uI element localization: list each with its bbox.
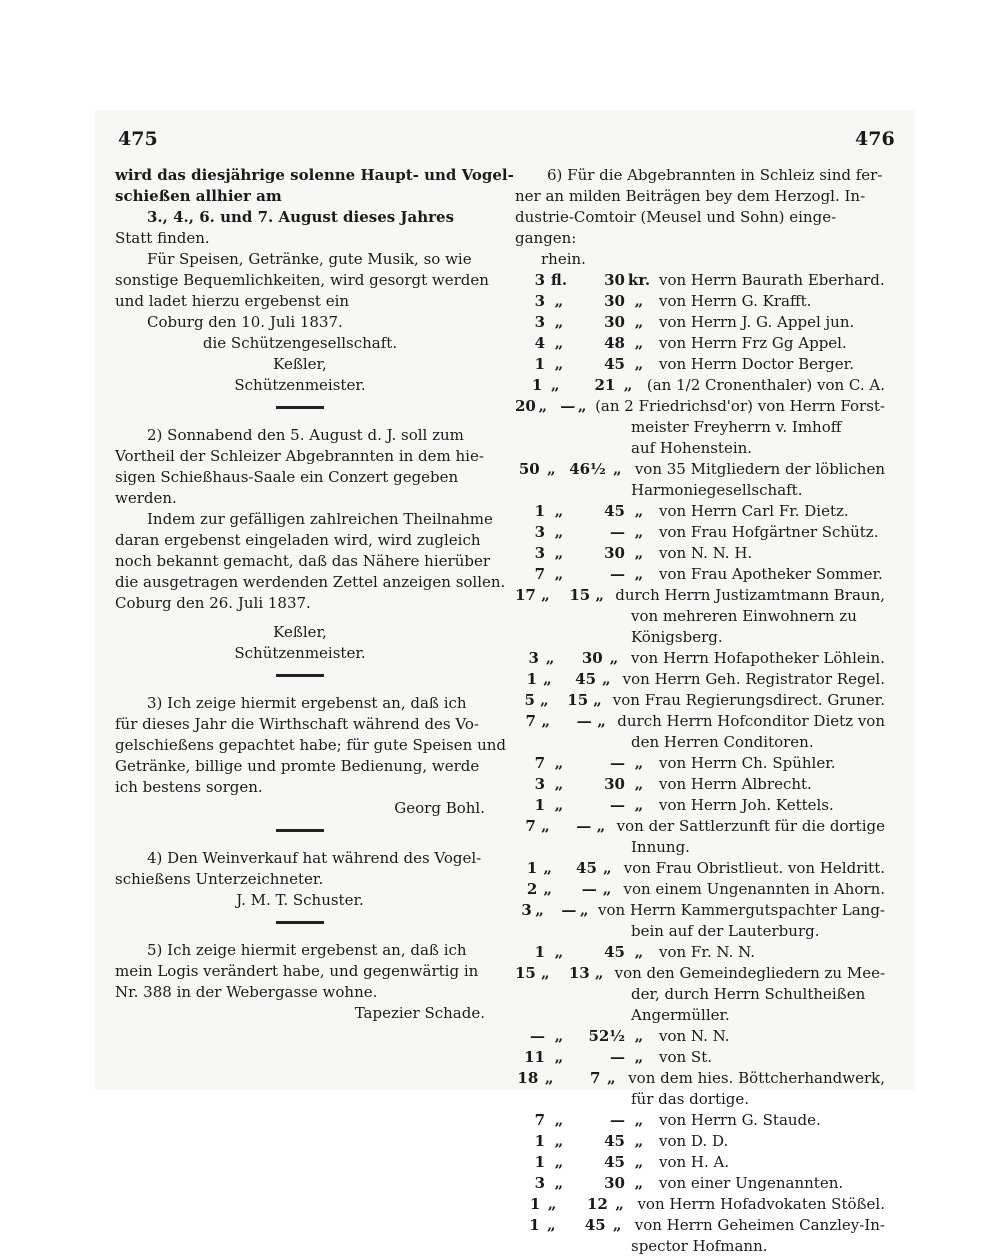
signature: Tapezier Schade. [354, 1004, 485, 1022]
donor-text: (an 1/2 Cronenthaler) von C. A. [646, 376, 886, 394]
left-column [115, 165, 514, 1024]
text-line: Indem zur gefälligen zahlreichen Theilnahme [147, 510, 493, 528]
donor-text-continued: der, durch Herrn Schultheißen [631, 985, 866, 1003]
unit-kreuzer: „ [597, 712, 606, 730]
donor-text-continued: spector Hofmann. [631, 1237, 768, 1255]
donation-entry [515, 1047, 885, 1068]
text-line: ner an milden Beiträgen bey dem Herzogl. In- [515, 187, 866, 205]
unit-florin: „ [554, 544, 564, 562]
place-date: Coburg den 26. Juli 1837. [115, 594, 311, 612]
amount-kreuzer: — [576, 712, 592, 730]
text-line: sigen Schießhaus-Saale ein Conzert gegeben [115, 468, 459, 486]
section-divider [276, 674, 324, 677]
donation-entry [515, 501, 885, 522]
unit-kreuzer: „ [596, 817, 606, 835]
donor-text-continued: von mehreren Einwohnern zu [631, 607, 857, 625]
donation-entry [515, 879, 885, 900]
donation-entry [515, 690, 885, 711]
unit-kreuzer: „ [593, 691, 602, 709]
amount-florin: 1 [529, 1216, 540, 1234]
donor-text: von Herrn Ch. Spühler. [659, 754, 836, 772]
amount-kreuzer: 45 [604, 355, 625, 373]
text-line: gelschießens gepachtet habe; für gute Speisen und [115, 736, 506, 754]
amount-kreuzer: 30 [604, 775, 625, 793]
text-line: noch bekannt gemacht, daß das Nähere hierüber [115, 552, 490, 570]
donor-text-continued: Innung. [631, 838, 690, 856]
amount-florin: 11 [524, 1048, 545, 1066]
amount-florin: — [530, 1027, 545, 1045]
donation-entry [515, 396, 885, 417]
signature: Georg Bohl. [394, 799, 485, 817]
amount-kreuzer: 48 [604, 334, 625, 352]
donor-text: von D. D. [659, 1132, 729, 1150]
unit-florin: „ [554, 1132, 564, 1150]
unit-kreuzer: „ [602, 859, 612, 877]
donation-entry [515, 375, 885, 396]
amount-kreuzer: — [610, 796, 625, 814]
amount-florin: 1 [534, 796, 545, 814]
amount-florin: 1 [534, 1132, 545, 1150]
amount-kreuzer: 30 [604, 544, 625, 562]
unit-kreuzer: „ [606, 1069, 616, 1087]
unit-florin: „ [545, 649, 555, 667]
text-line: 3) Ich zeige hiermit ergebenst an, daß ich [147, 694, 467, 712]
donor-text: von Herrn Hofadvokaten Stößel. [637, 1195, 885, 1213]
amount-florin: 17 [515, 586, 536, 604]
page-number-right: 476 [855, 128, 895, 150]
section-divider [276, 406, 324, 409]
amount-kreuzer: 46½ [569, 460, 606, 478]
donor-text: von Herrn Carl Fr. Dietz. [659, 502, 849, 520]
donation-entry [515, 963, 885, 984]
amount-florin: 7 [534, 1111, 545, 1129]
text-line: schießen allhier am [115, 187, 282, 205]
donation-entry [515, 585, 885, 606]
amount-florin: 3 [521, 901, 532, 919]
unit-florin: „ [554, 1048, 564, 1066]
donor-text: von Herrn Kammergutspachter Lang- [598, 901, 885, 919]
donation-entry [515, 333, 885, 354]
text-line: Für Speisen, Getränke, gute Musik, so wie [147, 250, 472, 268]
unit-florin: „ [554, 355, 564, 373]
unit-florin: „ [547, 1195, 557, 1213]
unit-kreuzer: „ [634, 754, 644, 772]
text-line: und ladet hierzu ergebenst ein [115, 292, 350, 310]
amount-florin: 3 [534, 271, 545, 289]
unit-florin: „ [535, 901, 544, 919]
text-line: die ausgetragen werdenden Zettel anzeigen sollen. [115, 573, 506, 591]
text-line: dustrie-Comtoir (Meusel und Sohn) einge- [515, 208, 837, 226]
amount-florin: 3 [534, 775, 545, 793]
donor-text: von Herrn Albrecht. [659, 775, 812, 793]
unit-florin: „ [543, 670, 552, 688]
donor-text: von Herrn Joh. Kettels. [659, 796, 834, 814]
unit-kreuzer: „ [634, 544, 644, 562]
amount-kreuzer: 21 [594, 376, 616, 394]
text-line: 5) Ich zeige hiermit ergebenst an, daß ich [147, 941, 467, 959]
unit-florin: „ [554, 313, 564, 331]
donation-entry [515, 1131, 885, 1152]
amount-florin: 4 [534, 334, 545, 352]
unit-kreuzer: „ [634, 1174, 644, 1192]
amount-kreuzer: — [610, 565, 625, 583]
amount-kreuzer: 30 [604, 271, 625, 289]
unit-kreuzer: „ [634, 796, 644, 814]
unit-kreuzer: „ [634, 292, 644, 310]
unit-florin: „ [543, 859, 553, 877]
unit-kreuzer: „ [634, 355, 644, 373]
amount-kreuzer: 45 [575, 670, 597, 688]
donor-text: von Frau Regierungsdirect. Gruner. [612, 691, 885, 709]
donation-list [515, 270, 885, 1257]
donation-entry [515, 522, 885, 543]
signature: Keßler, [273, 623, 327, 641]
text-line: 6) Für die Abgebrannten in Schleiz sind fer- [547, 166, 883, 184]
unit-florin: „ [554, 754, 564, 772]
amount-florin: 1 [534, 943, 545, 961]
amount-florin: 18 [517, 1069, 539, 1087]
amount-kreuzer: 30 [604, 313, 625, 331]
unit-florin: „ [554, 796, 564, 814]
amount-kreuzer: — [610, 523, 625, 541]
signature: Keßler, [273, 355, 327, 373]
donation-entry [515, 648, 885, 669]
section-divider [276, 921, 324, 924]
donation-entry [515, 774, 885, 795]
donor-text: von Herrn Doctor Berger. [659, 355, 854, 373]
donor-text-continued: Königsberg. [631, 628, 723, 646]
donor-text-continued: bein auf der Lauterburg. [631, 922, 820, 940]
unit-florin: „ [541, 817, 550, 835]
amount-florin: 7 [525, 817, 536, 835]
amount-kreuzer: 45 [604, 502, 625, 520]
unit-kreuzer: „ [634, 1048, 644, 1066]
text-line: Statt finden. [115, 229, 210, 247]
unit-florin: „ [554, 775, 564, 793]
amount-florin: 7 [534, 565, 545, 583]
unit-florin: „ [539, 691, 549, 709]
text-line: Vortheil der Schleizer Abgebrannten in dem hie- [115, 447, 484, 465]
unit-kreuzer: „ [634, 313, 644, 331]
donation-entry [515, 1152, 885, 1173]
amount-kreuzer: 52½ [588, 1027, 625, 1045]
text-line: Getränke, billige und promte Bedienung, werde [115, 757, 480, 775]
unit-kreuzer: „ [577, 397, 587, 415]
unit-kreuzer: „ [634, 334, 644, 352]
donor-text: durch Herrn Justizamtmann Braun, [615, 586, 885, 604]
unit-florin: „ [554, 1111, 564, 1129]
donation-entry [515, 753, 885, 774]
festival-dates: 3., 4., 6. und 7. August dieses Jahres [147, 208, 455, 226]
donor-text: von Herrn Frz Gg Appel. [659, 334, 847, 352]
unit-florin: fl. [550, 271, 568, 289]
amount-florin: 2 [526, 880, 538, 898]
unit-florin: „ [546, 460, 556, 478]
unit-kreuzer: „ [634, 1132, 644, 1150]
donor-text: von einem Ungenannten in Ahorn. [623, 880, 886, 898]
amount-kreuzer: — [610, 754, 625, 772]
amount-florin: 3 [534, 544, 545, 562]
unit-kreuzer: „ [634, 1153, 644, 1171]
donation-entry [515, 1110, 885, 1131]
amount-florin: 3 [528, 649, 539, 667]
unit-kreuzer: „ [612, 1216, 622, 1234]
donor-text: von Herrn G. Krafft. [659, 292, 812, 310]
amount-kreuzer: 12 [586, 1195, 608, 1213]
amount-kreuzer: — [560, 397, 576, 415]
unit-kreuzer: „ [634, 523, 644, 541]
donation-entry [515, 711, 885, 732]
right-column [515, 165, 885, 1257]
donor-text: von Herrn Hofapotheker Löhlein. [631, 649, 885, 667]
amount-florin: 1 [526, 859, 538, 877]
donor-text: von einer Ungenannten. [659, 1174, 844, 1192]
amount-kreuzer: 15 [569, 586, 591, 604]
unit-kreuzer: „ [623, 376, 633, 394]
amount-florin: 50 [518, 460, 540, 478]
currency-label: rhein. [541, 250, 586, 268]
donation-entry [515, 354, 885, 375]
donor-text: von Fr. N. N. [659, 943, 756, 961]
donor-text: von den Gemeindegliedern zu Mee- [614, 964, 886, 982]
amount-florin: 20 [515, 397, 536, 415]
donor-text: (an 2 Friedrichsd'or) von Herrn Forst- [595, 397, 885, 415]
amount-florin: 7 [534, 754, 545, 772]
text-line: ich bestens sorgen. [115, 778, 263, 796]
donation-entry [515, 1215, 885, 1236]
donor-text: von N. N. [659, 1027, 730, 1045]
donation-entry [515, 900, 885, 921]
donation-entry [515, 564, 885, 585]
text-line: für dieses Jahr die Wirthschaft während des Vo- [115, 715, 479, 733]
amount-kreuzer: — [610, 1111, 625, 1129]
amount-kreuzer: 30 [581, 649, 603, 667]
unit-florin: „ [543, 880, 552, 898]
unit-kreuzer: „ [615, 1195, 624, 1213]
donor-text: von St. [659, 1048, 713, 1066]
donation-entry [515, 291, 885, 312]
text-line: schießens Unterzeichneter. [115, 870, 324, 888]
donation-entry [515, 1026, 885, 1047]
unit-florin: „ [541, 712, 551, 730]
amount-florin: 3 [534, 1174, 545, 1192]
donation-entry [515, 669, 885, 690]
amount-florin: 1 [526, 670, 538, 688]
amount-florin: 1 [534, 355, 545, 373]
amount-florin: 1 [534, 502, 545, 520]
amount-kreuzer: — [610, 1048, 625, 1066]
unit-florin: „ [554, 334, 564, 352]
unit-florin: „ [554, 1174, 564, 1192]
amount-florin: 7 [525, 712, 536, 730]
donation-entry [515, 312, 885, 333]
donor-text-continued: Angermüller. [631, 1006, 730, 1024]
signature: J. M. T. Schuster. [236, 891, 364, 909]
text-line: mein Logis verändert habe, und gegenwärtig in [115, 962, 479, 980]
amount-kreuzer: 45 [576, 859, 597, 877]
text-line: wird das diesjährige solenne Haupt- und Vogel- [115, 166, 514, 184]
unit-kreuzer: „ [602, 670, 611, 688]
donor-text: von der Sattlerzunft für die dortige [616, 817, 885, 835]
unit-florin: „ [554, 523, 564, 541]
unit-florin: „ [550, 376, 560, 394]
amount-kreuzer: 30 [604, 292, 625, 310]
amount-florin: 3 [534, 523, 545, 541]
donor-text: von 35 Mitgliedern der löblichen [634, 460, 885, 478]
text-line: 2) Sonnabend den 5. August d. J. soll zum [147, 426, 464, 444]
amount-kreuzer: 45 [584, 1216, 606, 1234]
donation-entry [515, 816, 885, 837]
amount-florin: 3 [534, 313, 545, 331]
unit-florin: „ [554, 1027, 564, 1045]
unit-kreuzer: „ [579, 901, 589, 919]
unit-kreuzer: „ [612, 460, 622, 478]
donor-text-continued: Harmoniegesellschaft. [631, 481, 803, 499]
amount-florin: 1 [531, 376, 543, 394]
text-line: Nr. 388 in der Webergasse wohne. [115, 983, 378, 1001]
donor-text-continued: auf Hohenstein. [631, 439, 753, 457]
donor-text: durch Herrn Hofconditor Dietz von [617, 712, 885, 730]
place-date: Coburg den 10. Juli 1837. [147, 313, 343, 331]
amount-florin: 3 [534, 292, 545, 310]
unit-kreuzer: „ [634, 775, 644, 793]
amount-kreuzer: — [581, 880, 597, 898]
donor-text: von Herrn G. Staude. [659, 1111, 821, 1129]
donation-entry [515, 1194, 885, 1215]
donor-text: von N. N. H. [659, 544, 753, 562]
unit-florin: „ [544, 1069, 554, 1087]
unit-kreuzer: „ [634, 502, 644, 520]
donor-text: von dem hies. Böttcherhandwerk, [628, 1069, 885, 1087]
amount-kreuzer: 7 [590, 1069, 601, 1087]
text-line: daran ergebenst eingeladen wird, wird zugleich [115, 531, 481, 549]
signature: Schützenmeister. [234, 644, 366, 662]
amount-kreuzer: 45 [604, 1153, 625, 1171]
unit-florin: „ [540, 964, 550, 982]
amount-florin: 15 [515, 964, 536, 982]
amount-kreuzer: 15 [567, 691, 589, 709]
donation-entry [515, 942, 885, 963]
donor-text: von Frau Apotheker Sommer. [659, 565, 883, 583]
donor-text: von Herrn Baurath Eberhard. [659, 271, 885, 289]
signature: Schützenmeister. [234, 376, 366, 394]
text-line: gangen: [515, 229, 577, 247]
donation-entry [515, 1173, 885, 1194]
donation-entry [515, 795, 885, 816]
unit-kreuzer: kr. [627, 271, 651, 289]
amount-florin: 1 [534, 1153, 545, 1171]
signature: die Schützengesellschaft. [202, 334, 398, 352]
donor-text-continued: den Herren Conditoren. [631, 733, 814, 751]
unit-florin: „ [554, 565, 564, 583]
unit-florin: „ [546, 1216, 556, 1234]
amount-kreuzer: — [561, 901, 577, 919]
amount-kreuzer: 45 [604, 1132, 625, 1150]
unit-kreuzer: „ [594, 964, 604, 982]
page-number-left: 475 [118, 128, 158, 150]
unit-kreuzer: „ [634, 565, 644, 583]
donation-entry [515, 858, 885, 879]
unit-florin: „ [541, 586, 550, 604]
text-line: sonstige Bequemlichkeiten, wird gesorgt werden [115, 271, 489, 289]
donation-entry [515, 1068, 885, 1089]
unit-kreuzer: „ [634, 943, 644, 961]
amount-kreuzer: — [576, 817, 592, 835]
donor-text-continued: für das dortige. [631, 1090, 750, 1108]
donor-text-continued: meister Freyherrn v. Imhoff [631, 418, 842, 436]
amount-kreuzer: 13 [568, 964, 590, 982]
unit-florin: „ [538, 397, 548, 415]
amount-kreuzer: 45 [604, 943, 625, 961]
unit-florin: „ [554, 502, 564, 520]
unit-kreuzer: „ [595, 586, 605, 604]
donor-text: von Frau Hofgärtner Schütz. [659, 523, 879, 541]
unit-kreuzer: „ [602, 880, 612, 898]
donor-text: von Frau Obristlieut. von Heldritt. [623, 859, 885, 877]
donor-text: von Herrn Geheimen Canzley-In- [634, 1216, 885, 1234]
unit-kreuzer: „ [634, 1111, 644, 1129]
donor-text: von Herrn J. G. Appel jun. [659, 313, 855, 331]
amount-florin: 5 [524, 691, 535, 709]
unit-kreuzer: „ [634, 1027, 644, 1045]
amount-florin: 1 [529, 1195, 541, 1213]
unit-florin: „ [554, 292, 564, 310]
section-divider [276, 829, 324, 832]
unit-florin: „ [554, 943, 564, 961]
unit-kreuzer: „ [609, 649, 619, 667]
donation-entry [515, 543, 885, 564]
donor-text: von Herrn Geh. Registrator Regel. [622, 670, 885, 688]
donation-entry [515, 270, 885, 291]
text-line: werden. [115, 489, 177, 507]
amount-kreuzer: 30 [604, 1174, 625, 1192]
text-line: 4) Den Weinverkauf hat während des Vogel- [147, 849, 482, 867]
donor-text: von H. A. [659, 1153, 730, 1171]
donation-entry [515, 459, 885, 480]
unit-florin: „ [554, 1153, 564, 1171]
